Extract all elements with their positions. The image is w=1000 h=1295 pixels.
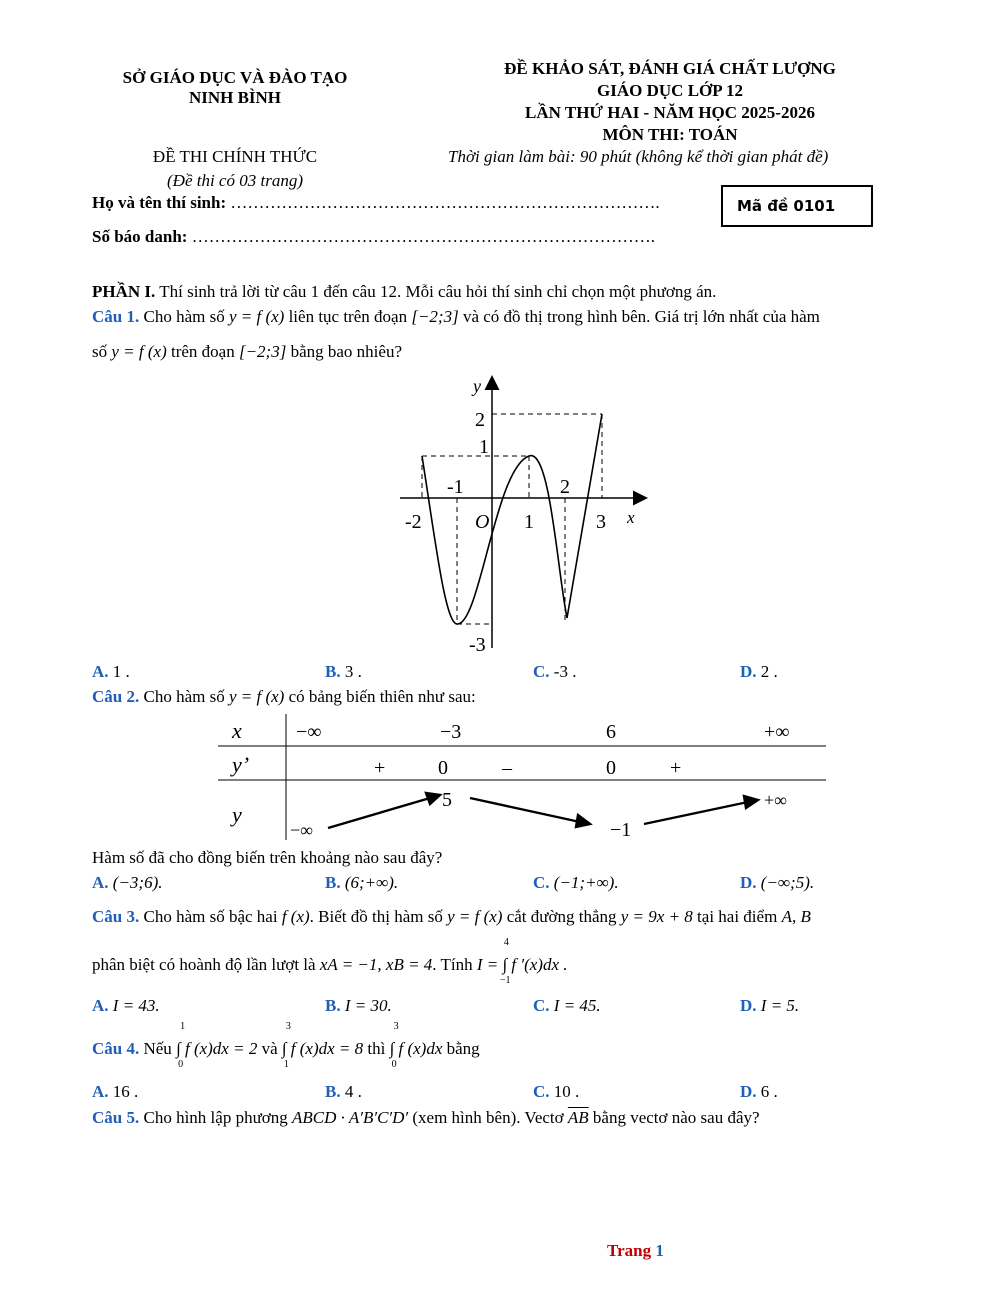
yp-plus-1: + — [374, 757, 386, 779]
y-pos-inf: +∞ — [764, 790, 787, 810]
candidate-id-line: Số báo danh: ………………………………………………………………………. — [92, 227, 655, 246]
candidate-name-line: Họ và tên thí sinh: …………………………………………………………………. — [92, 193, 660, 212]
vector-ab: $\overline{AB}$ — [567, 1108, 589, 1127]
q3-option-a[interactable]: A. I = 43. — [92, 996, 160, 1015]
x-6: 6 — [606, 721, 616, 743]
question-2: Câu 2. Cho hàm số y = f (x) có bảng biến thiên như sau: — [92, 687, 476, 706]
question-5: Câu 5. Cho hình lập phương ABCD · A′B′C′D′ (xem hình bên). Vectơ $\overline{AB}$ bằng vectơ nào sau đây? — [92, 1108, 760, 1127]
table-y-label: y — [232, 802, 242, 827]
y-max-5: 5 — [442, 789, 452, 811]
variation-table — [218, 712, 830, 842]
tick-xm2: -2 — [405, 511, 422, 533]
q1-option-d[interactable]: D. 2 . — [740, 662, 778, 681]
dept-name: SỞ GIÁO DỤC VÀ ĐÀO TẠO NINH BÌNH — [122, 68, 348, 107]
tick-x1: 1 — [524, 511, 534, 533]
question-3-cont: phân biệt có hoành độ lần lượt là xA = −1, xB = 4. Tính 4 −1 I = ∫ f ′(x)dx . — [92, 937, 568, 986]
x-minus-3: −3 — [440, 721, 462, 743]
q3-option-d[interactable]: D. I = 5. — [740, 996, 800, 1015]
q2-question: Hàm số đã cho đồng biến trên khoảng nào sau đây? — [92, 848, 443, 867]
q2-option-c[interactable]: C. (−1;+∞). — [533, 873, 619, 892]
question-3: Câu 3. Cho hàm số bậc hai f (x). Biết đồ thị hàm số y = f (x) cắt đường thẳng y = 9x + 8 tại hai điểm A, B — [92, 907, 811, 926]
exam-title: ĐỀ KHẢO SÁT, ĐÁNH GIÁ CHẤT LƯỢNG GIÁO DỤC LỚP 12 LẦN THỨ HAI - NĂM HỌC 2025-2026 MÔN THI: TOÁN — [504, 59, 836, 144]
y-neg-inf: −∞ — [290, 820, 313, 840]
q3-option-c[interactable]: C. I = 45. — [533, 996, 601, 1015]
time-note: Thời gian làm bài: 90 phút (không kể thời gian phát đề) — [448, 147, 829, 166]
tick-y2: 2 — [475, 409, 485, 431]
x-neg-inf: −∞ — [296, 721, 322, 743]
table-yp-label: y’ — [232, 752, 250, 777]
tick-y1: 1 — [479, 436, 489, 458]
pages-note: (Đề thi có 03 trang) — [167, 171, 303, 190]
q2-option-a[interactable]: A. (−3;6). — [92, 873, 163, 892]
tick-ym3: -3 — [469, 634, 486, 656]
tick-x3: 3 — [596, 511, 606, 533]
q3-option-b[interactable]: B. I = 30. — [325, 996, 392, 1015]
y-min-neg1: −1 — [610, 819, 632, 841]
y-axis-label: y — [473, 376, 481, 396]
x-pos-inf: +∞ — [764, 721, 790, 743]
q1-option-b[interactable]: B. 3 . — [325, 662, 362, 681]
yp-zero-2: 0 — [606, 757, 616, 779]
exam-code-box: Mã đề 0101 — [721, 185, 873, 227]
question-1-cont: số y = f (x) trên đoạn [−2;3] bằng bao nhiêu? — [92, 342, 402, 361]
q3-integral: 4 −1 I = ∫ f ′(x)dx . — [476, 937, 568, 986]
q4-option-d[interactable]: D. 6 . — [740, 1082, 778, 1101]
q4-option-c[interactable]: C. 10 . — [533, 1082, 580, 1101]
q4-option-a[interactable]: A. 16 . — [92, 1082, 139, 1101]
tick-xm1: -1 — [447, 476, 464, 498]
tick-x2: 2 — [560, 476, 570, 498]
x-axis-label: x — [627, 508, 635, 527]
q4-integral-3: 3 0 ∫ f (x)dx — [389, 1021, 443, 1070]
q4-integral-1: 1 0 ∫ f (x)dx = 2 — [176, 1021, 258, 1070]
q4-option-b[interactable]: B. 4 . — [325, 1082, 362, 1101]
yp-minus: – — [502, 757, 512, 779]
table-x-label: x — [232, 718, 242, 743]
yp-plus-2: + — [670, 757, 682, 779]
q2-option-b[interactable]: B. (6;+∞). — [325, 873, 399, 892]
question-4: Câu 4. Nếu 1 0 ∫ f (x)dx = 2 và 3 1 ∫ f (x)dx = 8 thì 3 0 ∫ f (x)dx bằng — [92, 1021, 480, 1070]
page-number: Trang 1 — [607, 1241, 664, 1260]
official-label: ĐỀ THI CHÍNH THỨC — [152, 147, 318, 166]
q2-option-d[interactable]: D. (−∞;5). — [740, 873, 815, 892]
q1-option-c[interactable]: C. -3 . — [533, 662, 577, 681]
q1-graph — [395, 368, 655, 658]
question-1: Câu 1. Cho hàm số y = f (x) liên tục trên đoạn [−2;3] và có đồ thị trong hình bên. Giá trị lớn nhất của hàm — [92, 307, 820, 326]
q1-option-a[interactable]: A. 1 . — [92, 662, 130, 681]
q4-integral-2: 3 1 ∫ f (x)dx = 8 — [281, 1021, 364, 1070]
part1-instructions: PHẦN I. Thí sinh trả lời từ câu 1 đến câu 12. Mỗi câu hỏi thí sinh chỉ chọn một phương án. — [92, 282, 717, 301]
function-curve — [422, 414, 602, 624]
guide-lines — [422, 414, 602, 624]
yp-zero-1: 0 — [438, 757, 448, 779]
origin-label: O — [475, 511, 490, 533]
